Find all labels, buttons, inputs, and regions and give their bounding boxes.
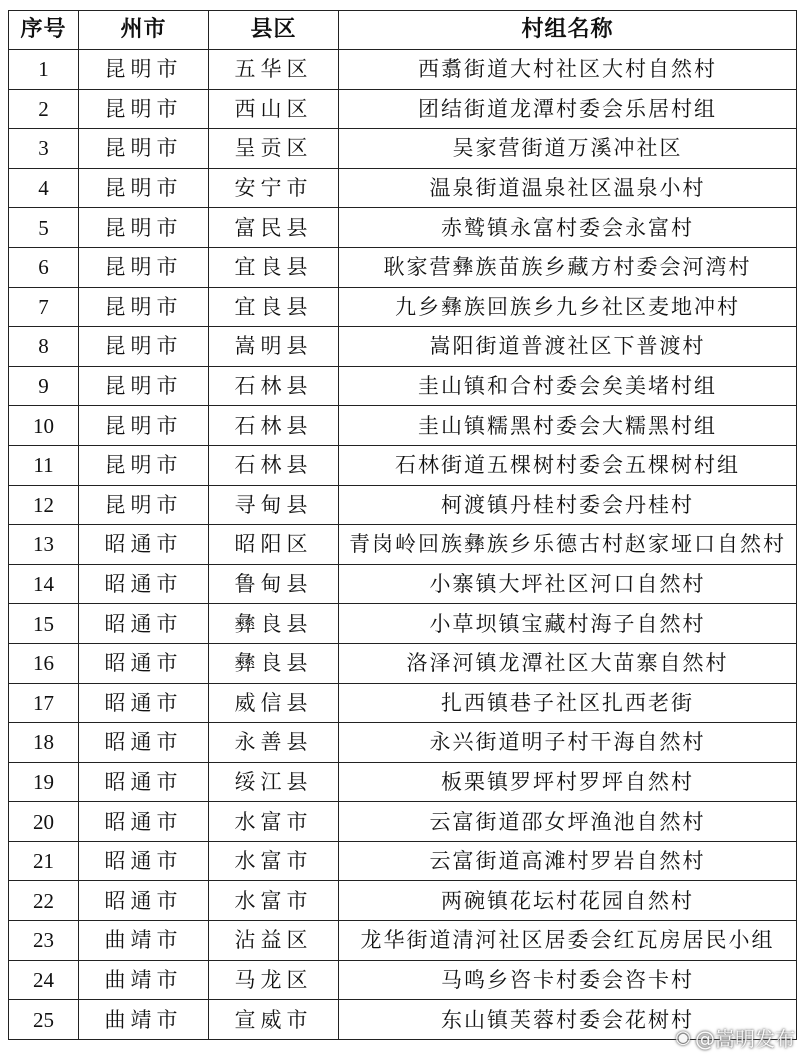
cell-village-name: 板栗镇罗坪村罗坪自然村: [339, 762, 797, 802]
cell-county: 永善县: [209, 723, 339, 763]
table-row: [9, 960, 797, 1000]
cell-village-name: 永兴街道明子村干海自然村: [339, 723, 797, 763]
cell-prefecture: 昭通市: [79, 723, 209, 763]
cell-serial-number: 23: [9, 921, 79, 961]
cell-village-name: 耿家营彝族苗族乡藏方村委会河湾村: [339, 247, 797, 287]
cell-prefecture: 昆明市: [79, 366, 209, 406]
cell-county: 水富市: [209, 841, 339, 881]
cell-county: 石林县: [209, 445, 339, 485]
cell-county: 绥江县: [209, 762, 339, 802]
cell-village-name: 吴家营街道万溪冲社区: [339, 129, 797, 169]
table-row: [9, 683, 797, 723]
cell-village-name: 温泉街道温泉社区温泉小村: [339, 168, 797, 208]
table-row: [9, 762, 797, 802]
cell-prefecture: 昆明市: [79, 208, 209, 248]
table-row: [9, 841, 797, 881]
cell-prefecture: 昭通市: [79, 841, 209, 881]
cell-village-name: 扎西镇巷子社区扎西老街: [339, 683, 797, 723]
cell-prefecture: 昆明市: [79, 327, 209, 367]
cell-county: 水富市: [209, 881, 339, 921]
header-village-name: 村组名称: [339, 11, 797, 50]
cell-serial-number: 4: [9, 168, 79, 208]
table-row: [9, 287, 797, 327]
table-row: [9, 366, 797, 406]
cell-serial-number: 11: [9, 445, 79, 485]
cell-prefecture: 昭通市: [79, 881, 209, 921]
cell-county: 富民县: [209, 208, 339, 248]
cell-serial-number: 2: [9, 89, 79, 129]
cell-prefecture: 昭通市: [79, 525, 209, 565]
cell-county: 五华区: [209, 50, 339, 90]
cell-county: 安宁市: [209, 168, 339, 208]
cell-prefecture: 昆明市: [79, 287, 209, 327]
cell-serial-number: 9: [9, 366, 79, 406]
cell-county: 鲁甸县: [209, 564, 339, 604]
table-row: [9, 406, 797, 446]
cell-serial-number: 15: [9, 604, 79, 644]
cell-prefecture: 昭通市: [79, 604, 209, 644]
table-row: [9, 1000, 797, 1040]
cell-prefecture: 曲靖市: [79, 960, 209, 1000]
cell-prefecture: 昆明市: [79, 168, 209, 208]
header-prefecture: 州市: [79, 11, 209, 50]
table-row: [9, 643, 797, 683]
cell-prefecture: 昭通市: [79, 683, 209, 723]
cell-county: 威信县: [209, 683, 339, 723]
header-serial-number: 序号: [9, 11, 79, 50]
table-row: [9, 168, 797, 208]
table-row: [9, 50, 797, 90]
cell-village-name: 东山镇芙蓉村委会花树村: [339, 1000, 797, 1040]
cell-county: 呈贡区: [209, 129, 339, 169]
cell-village-name: 小寨镇大坪社区河口自然村: [339, 564, 797, 604]
cell-county: 沾益区: [209, 921, 339, 961]
cell-village-name: 嵩阳街道普渡社区下普渡村: [339, 327, 797, 367]
cell-prefecture: 昭通市: [79, 762, 209, 802]
cell-prefecture: 昭通市: [79, 643, 209, 683]
cell-village-name: 马鸣乡咨卡村委会咨卡村: [339, 960, 797, 1000]
table-row: [9, 327, 797, 367]
table-row: [9, 247, 797, 287]
table-header-row: [9, 11, 797, 50]
cell-serial-number: 7: [9, 287, 79, 327]
village-list-table: [8, 10, 797, 1040]
table-row: [9, 208, 797, 248]
cell-county: 西山区: [209, 89, 339, 129]
cell-village-name: 西翥街道大村社区大村自然村: [339, 50, 797, 90]
watermark-text: @嵩明发布: [695, 1027, 795, 1051]
cell-serial-number: 14: [9, 564, 79, 604]
table-row: [9, 564, 797, 604]
cell-village-name: 团结街道龙潭村委会乐居村组: [339, 89, 797, 129]
cell-village-name: 青岗岭回族彝族乡乐德古村赵家垭口自然村: [339, 525, 797, 565]
cell-village-name: 赤鹫镇永富村委会永富村: [339, 208, 797, 248]
cell-county: 石林县: [209, 366, 339, 406]
cell-prefecture: 昆明市: [79, 445, 209, 485]
cell-serial-number: 21: [9, 841, 79, 881]
cell-serial-number: 6: [9, 247, 79, 287]
cell-serial-number: 17: [9, 683, 79, 723]
cell-village-name: 云富街道高滩村罗岩自然村: [339, 841, 797, 881]
cell-village-name: 小草坝镇宝藏村海子自然村: [339, 604, 797, 644]
cell-serial-number: 1: [9, 50, 79, 90]
cell-prefecture: 昆明市: [79, 485, 209, 525]
cell-serial-number: 20: [9, 802, 79, 842]
cell-prefecture: 曲靖市: [79, 921, 209, 961]
cell-village-name: 圭山镇糯黑村委会大糯黑村组: [339, 406, 797, 446]
table-body: [9, 50, 797, 1040]
cell-serial-number: 16: [9, 643, 79, 683]
cell-county: 寻甸县: [209, 485, 339, 525]
cell-serial-number: 19: [9, 762, 79, 802]
cell-prefecture: 昆明市: [79, 50, 209, 90]
cell-prefecture: 昭通市: [79, 564, 209, 604]
cell-prefecture: 昆明市: [79, 129, 209, 169]
table-row: [9, 89, 797, 129]
cell-county: 宜良县: [209, 247, 339, 287]
cell-serial-number: 25: [9, 1000, 79, 1040]
cell-village-name: 洛泽河镇龙潭社区大苗寨自然村: [339, 643, 797, 683]
cell-prefecture: 昆明市: [79, 247, 209, 287]
cell-village-name: 云富街道邵女坪渔池自然村: [339, 802, 797, 842]
cell-serial-number: 22: [9, 881, 79, 921]
cell-serial-number: 24: [9, 960, 79, 1000]
header-county: 县区: [209, 11, 339, 50]
table-row: [9, 525, 797, 565]
cell-serial-number: 13: [9, 525, 79, 565]
cell-serial-number: 5: [9, 208, 79, 248]
cell-serial-number: 8: [9, 327, 79, 367]
table-row: [9, 802, 797, 842]
table-row: [9, 881, 797, 921]
cell-village-name: 石林街道五棵树村委会五棵树村组: [339, 445, 797, 485]
cell-prefecture: 曲靖市: [79, 1000, 209, 1040]
cell-prefecture: 昭通市: [79, 802, 209, 842]
weibo-logo-icon: ◉: [675, 1027, 691, 1048]
cell-serial-number: 18: [9, 723, 79, 763]
cell-county: 彝良县: [209, 604, 339, 644]
cell-serial-number: 12: [9, 485, 79, 525]
cell-prefecture: 昆明市: [79, 89, 209, 129]
cell-county: 彝良县: [209, 643, 339, 683]
table-row: [9, 604, 797, 644]
table-row: [9, 723, 797, 763]
cell-village-name: 柯渡镇丹桂村委会丹桂村: [339, 485, 797, 525]
table-row: [9, 485, 797, 525]
cell-county: 昭阳区: [209, 525, 339, 565]
cell-county: 宣威市: [209, 1000, 339, 1040]
cell-village-name: 九乡彝族回族乡九乡社区麦地冲村: [339, 287, 797, 327]
cell-serial-number: 10: [9, 406, 79, 446]
cell-county: 马龙区: [209, 960, 339, 1000]
cell-county: 宜良县: [209, 287, 339, 327]
cell-village-name: 两碗镇花坛村花园自然村: [339, 881, 797, 921]
cell-serial-number: 3: [9, 129, 79, 169]
cell-village-name: 圭山镇和合村委会矣美堵村组: [339, 366, 797, 406]
table-row: [9, 129, 797, 169]
cell-prefecture: 昆明市: [79, 406, 209, 446]
cell-county: 石林县: [209, 406, 339, 446]
cell-county: 水富市: [209, 802, 339, 842]
table-row: [9, 445, 797, 485]
table-row: [9, 921, 797, 961]
cell-village-name: 龙华街道清河社区居委会红瓦房居民小组: [339, 921, 797, 961]
cell-county: 嵩明县: [209, 327, 339, 367]
